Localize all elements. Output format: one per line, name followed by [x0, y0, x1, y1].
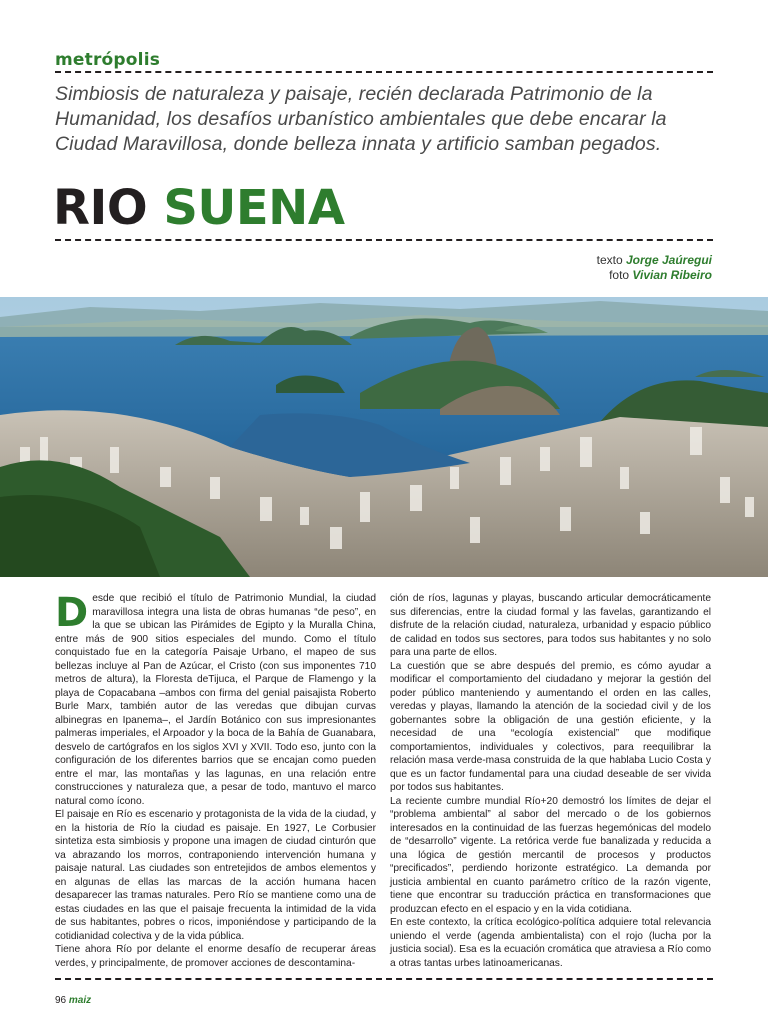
- title-part-2: SUENA: [163, 180, 345, 236]
- section-label: metrópolis: [55, 50, 161, 70]
- paragraph-4: ción de ríos, lagunas y playas, buscando articular democráticamente sus diferencias, entre la ciudad formal y las favelas, garantizando el disfrute de la relación ciudad, naturaleza, urbanidad y espacio público de calidad en todos sus sectores, para todos sus habitantes y no solo para una parte de ellos.: [390, 593, 711, 658]
- body-column-right: [390, 592, 711, 970]
- article-title: [53, 180, 345, 236]
- paragraph-7: En este contexto, la crítica ecológico-política adquiere total relevancia uniendo el verde (agenda ambientalista) con el rojo (lucha por la justicia social). Esa es la ecuación cromática que atraviesa a Río como a otras tantas urbes latinoamericanas.: [390, 917, 711, 969]
- page-footer: [55, 995, 91, 1006]
- divider-bottom: [55, 978, 713, 980]
- paragraph-5: La cuestión que se abre después del premio, es cómo ayudar a modificar el comportamiento del ciudadano y mejorar la gestión del poder público manteniendo y aumentando el orden en las calles, veredas y playas, llamando la atención de la sociedad civil y de los gobernantes sobre la obligación de una gestión eficiente, y la necesidad de una “ecología existencial” que modifique comportamientos, individuales y colectivos, para reequilibrar la relación masa verde-masa construida de la que hablaba Lucio Costa y que es un factor fundamental para una ciudad deseable de ser vivida por todos sus habitantes.: [390, 660, 711, 793]
- paragraph-1-text: esde que recibió el título de Patrimonio Mundial, la ciudad maravillosa integra una lista de obras humanas “de peso”, en la que se ubican las Pirámides de Egipto y la Muralla China, entre más de 900 sitios especiales del mundo. Como el título conquistado fue en la categoría Paisaje Urbano, el mapeo de sus bellezas incluye al Pan de Azúcar, el Cristo (con sus imponentes 710 metros de altura), la Floresta deTijuca, el Parque de Flamengo y la playa de Copacabana –ambos con firma del genial paisajista Roberto Burle Marx, también autor de las veredas que dibujan curvas albinegras en Ipanema–, el Jardín Botánico con sus impresionantes palmeras imperiales, el Arpoador y la boca de la Bahía de Guanabara, desvelo de cartógrafos en los siglos XVI y XVII. Todo eso, junto con la configuración de los diferentes barrios que se encajan como pueden entre el mar, las montañas y las lagunas, en una relación entre construcciones y naturaleza que, a pesar de todo, mantuvo el marco natural como ícono.: [55, 593, 376, 807]
- rio-panorama-photo: [0, 297, 768, 577]
- drop-cap: D: [55, 590, 89, 636]
- title-part-1: RIO: [53, 180, 148, 236]
- paragraph-2: El paisaje en Río es escenario y protagonista de la vida de la ciudad, y en la historia de Río la ciudad es paisaje. En 1927, Le Corbusier sintetiza esta simbiosis y propone una imagen de ciudad cinturón que va abrazando los morros, contraponiendo intervención humana y paisaje natural. Las ciudades son entretejidos de ambos elementos y en algunas de ellas las marcas de la acción humana hacen desaparecer las tramas naturales. Pero Río se mantiene como una de estas ciudades en las que el paisaje frecuenta la intimidad de la vida de sus habitantes, pobres o ricos, imponiéndose y participando de la cotidianidad colectiva y de la vida pública.: [55, 809, 376, 942]
- text-credit-label: texto: [596, 253, 623, 267]
- divider-top: [55, 71, 713, 73]
- divider-title: [55, 239, 713, 241]
- paragraph-6: La reciente cumbre mundial Río+20 demostró los límites de dejar el “problema ambiental” al sabor del mercado o de los gobiernos interesados en la continuidad de las fuerzas hegemónicas del modelo de “desarrollo” vigente. La retórica verde fue banalizada y reducida a una lógica de gestión mercantil de procesos y productos “precificados”, perdiendo horizonte estratégico. La demanda por justicia ambiental en cuanto parámetro crítico de la razón vigente, tiene que encontrar su traducción práctica en transformaciones que produzcan efecto en el espacio y en la vida cotidiana.: [390, 795, 711, 915]
- photo-credit-label: foto: [609, 268, 630, 282]
- paragraph-3: Tiene ahora Río por delante el enorme desafío de recuperar áreas verdes, y principalmente, de promover acciones de descontamina-: [55, 944, 376, 969]
- page-number: 96: [55, 995, 67, 1006]
- body-column-left: [55, 592, 376, 970]
- lede: Simbiosis de naturaleza y paisaje, recién declarada Patrimonio de la Humanidad, los desafíos urbanístico ambientales que debe encarar la Ciudad Maravillosa, donde belleza innata y artificio samban pegados.: [55, 83, 667, 155]
- text-credit-author: Jorge Jaúregui: [625, 253, 712, 267]
- photo-credit: [597, 268, 712, 283]
- credits: [597, 253, 712, 283]
- paragraph-1: [55, 592, 376, 808]
- text-credit: [597, 253, 712, 268]
- photo-credit-author: Vivian Ribeiro: [632, 268, 712, 282]
- magazine-name: maiz: [68, 995, 92, 1006]
